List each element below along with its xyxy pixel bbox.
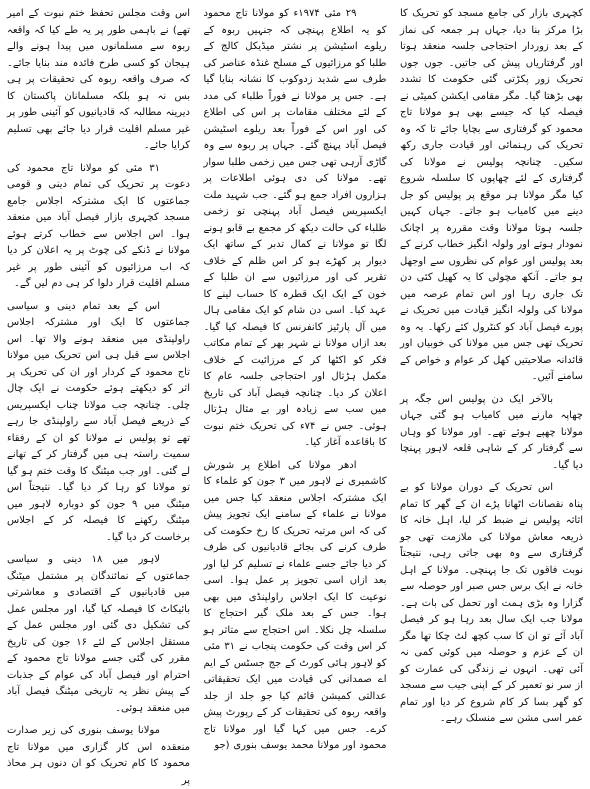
paragraph: ۲۹ مئی ۱۹۷۴ء کو مولانا تاج محمود کو یہ اطلاع پہنچی کہ جنہیں ربوہ کے ریلوے اسٹیشن پر نشتر میڈیکل کالج کے طلبا کو مرزائیوں کے مسلح غنڈہ عناصر کی طرف سے شدید زدوکوب کا نشانہ بنایا گیا ہے۔ جس پر مولانا نے فوراً طلباء کی مدد کے لئے مختلف مقامات پر اس کی اطلاع کی اور اس کے فوراً بعد ریلوے اسٹیشن فیصل آباد پہنچ گئے۔ جہاں پر ربوہ سے وہ گاڑی آرہی تھی جس میں زخمی طلبا سوار تھے۔ مولانا کی دی ہوئی اطلاعات پر ہزاروں افراد جمع ہو گئے۔ جب شہید ملت ایکسپریس فیصل آباد پہنچی تو زخمی طلباء کی حالت دیکھ کر مجمع بے قابو ہونے لگا تو مولانا نے کمال تدبر کے ساتھ ایک دیوار پر کھڑے ہو کر اس ظلم کے خلاف تقریر کی اور مرزائیوں سے ان طلبا کے خون کے ایک ایک قطرہ کا حساب لینے کا عہد کیا۔ اسی دن شام کو ایک مقامی ہال میں آل پارٹیز کانفرنس کا فیصلہ کیا گیا۔ بعد ازاں مولانا نے شہر بھر کے تمام مکاتب فکر کو اکٹھا کر کے مرزائیت کے خلاف مکمل ہڑتال اور احتجاجی جلسہ عام کا اعلان کر دیا۔ چنانچہ فیصل آباد کی تاریخ میں سب سے زیادہ اور بے مثال ہڑتال ہوئی۔ جس نے ۷۴ء کی تحریک ختم نبوت کا باقاعدہ آغاز کیا۔ (203, 8, 387, 448)
text-column-middle (203, 6, 387, 751)
paragraph: ۳۱ مئی کو مولانا تاج محمود کی دعوت پر تحریک کی تمام دینی و قومی جماعتوں کا ایک مشترکہ اجلاس جامع مسجد کچہری بازار فیصل آباد میں منعقد ہوا۔ اس اجلاس سے خطاب کرتے ہوئے مولانا نے ڈنکے کی چوٹ پر یہ اعلان کر دیا کہ اب مرزائیوں کو آئینی طور پر غیر مسلم اقلیت قرار دلوا کر ہی دم لیں گے۔ (7, 162, 190, 289)
paragraph: مولانا یوسف بنوری کی زیر صدارت منعقدہ اس کار گزاری میں مولانا تاج محمود کا کام تحریک کو ان دنوں ہر محاذ پر (7, 725, 190, 786)
paragraph: اس کے بعد تمام دینی و سیاسی جماعتوں کا ایک اور مشترکہ اجلاس راولپنڈی میں منعقد ہونے والا تھا۔ اس اجلاس سے قبل ہی اس تحریک میں مولانا تاج محمود کے کردار اور ان کی تحریک پر اثر کو دیکھتے ہوئے حکومت نے ایک چال چلی۔ چنانچہ جب مولانا چناب ایکسپریس کے ذریعے فیصل آباد سے راولپنڈی جا رہے تھے تو پولیس نے مولانا کو ان کے رفقاء سمیت راستہ ہی میں گرفتار کر کے تھانے لے گئی۔ اور جب میٹنگ کا وقت ختم ہو گیا تو مولانا کو رہا کر دیا گیا۔ نتیجتاً اس میٹنگ میں ۹ جون کو دوبارہ لاہور میں میٹنگ رکھنے کا فیصلہ کر کے اجلاس برخاست کر دیا گیا۔ (7, 300, 190, 543)
paragraph: لاہور میں ۱۸ دینی و سیاسی جماعتوں کے نمائندگان پر مشتمل میٹنگ میں قادیانیوں کے اقتصادی و معاشرتی بائیکاٹ کا فیصلہ کیا گیا، اور مجلس عمل کی تشکیل دی گئی اور مجلس عمل کے مستقل اجلاس کے لئے ۱۶ جون کی تاریخ مقرر کی گئی جسے مولانا تاج محمود کے احترام اور فیصل آباد کی عوام کے جذبات کے پیش نظر یہ تاریخی میٹنگ فیصل آباد میں منعقد ہوئی۔ (7, 554, 190, 714)
paragraph: اس تحریک کے دوران مولانا کو بے پناہ نقصانات اٹھانا پڑے ان کے گھر کا تمام اثاثہ پولیس نے ضبط کر لیا، اہل خانہ کا ذریعہ معاش مولانا کی ملازمت تھی جو گرفتاری سے وہ بھی جاتی رہی، نتیجتاً نوبت فاقوں تک جا پہنچی۔ مولانا کے اہل خانہ نے ایک برس جس صبر اور حوصلہ سے گزارا وہ بڑی ہمت اور تحمل کی بات ہے۔ مولانا جب ایک سال بعد رہا ہو کر فیصل آباد آئے تو ان کا سب کچھ لٹ چکا تھا مگر ان کے عزم و حوصلہ میں کوئی کمی نہ آئی تھی۔ انہوں نے زندگی کی عمارت کو از سر نو تعمیر کر کے اپنی جیب سے مسجد کو گھر بسا کر کام شروع کر دیا اور تمام عمر اسی مشن سے منسلک رہے۔ (400, 482, 583, 724)
text-columns (7, 6, 583, 786)
text-column-right (400, 6, 583, 744)
paragraph: اس وقت مجلس تحفظ ختم نبوت کے امیر تھے) نے باہمی طور پر یہ طے کیا کہ واقعہ ربوہ سے مسلمانوں میں پیدا ہونے والے ہیجان کو کسی طرح فائدہ مند بنایا جائے۔ کہ صرف واقعہ ربوہ کی تحقیقات پر ہی بس نہ ہو بلکہ مسلمانان پاکستان کا دیرینہ مطالبہ کہ قادیانیوں کو آئینی طور پر غیر مسلم اقلیت قرار دیا جائے بھی تسلیم کرایا جائے۔ (7, 8, 190, 151)
paragraph: بالآخر ایک دن پولیس اس جگہ پر چھاپہ مارنے میں کامیاب ہو گئی جہاں مولانا چھپے ہوئے تھے۔ اور مولانا کو وہاں سے گرفتار کر کے شاہی قلعہ لاہور پہنچا دیا گیا۔ (400, 393, 583, 471)
paragraph: ادھر مولانا کی اطلاع پر شورش کاشمیری نے لاہور میں ۳ جون کو علماء کا ایک مشترکہ اجلاس منعقد کیا جس میں مولانا نے علماء کے سامنے ایک تجویز پیش کی کہ اس مرتبہ تحریک کا رخ حکومت کی طرف کرنے کی بجائے قادیانیوں کی طرف کر دیا جائے جسے علماء نے تسلیم کر لیا اور بعد ازاں اسی تجویز پر عمل ہوا۔ اسی نوعیت کا ایک اجلاس راولپنڈی میں بھی ہوا۔ جس کے بعد ملک گیر احتجاج کا سلسلہ چل نکلا۔ اس احتجاج سے متاثر ہو کر اس وقت کی حکومت پنجاب نے ۳۱ مئی کو لاہور ہائی کورٹ کے جج جسٹس کے ایم اے صمدانی کی قیادت میں ایک تحقیقاتی عدالتی کمیشن قائم کیا جو جلد از جلد واقعہ ربوہ کی تحقیقات کر کے رپورٹ پیش کرے۔ جس میں کہا گیا اور مولانا تاج محمود اور مولانا محمد یوسف بنوری (جو (203, 459, 387, 751)
paragraph: کچہری بازار کی جامع مسجد کو تحریک کا بڑا مرکز بنا دیا، جہاں ہر جمعہ کی نماز کے بعد زوردار احتجاجی جلسہ منعقد ہوتا اور گرفتاریاں پیش کی جاتیں۔ جوں جوں تحریک زور پکڑتی گئی حکومت کا تشدد بھی بڑھتا گیا۔ مگر مقامی ایکشن کمیٹی نے فیصلہ کیا کہ جیسے بھی ہو مولانا تاج محمود کو گرفتاری سے بچایا جائے تا کہ وہ تحریک کی رہنمائی اور قیادت جاری رکھ سکیں۔ چنانچہ پولیس نے مولانا کی گرفتاری کے لئے چھاپوں کا سلسلہ شروع کیا مگر مولانا ہر موقع پر پولیس کو جل دینے میں کامیاب ہو جاتے۔ جہاں کہیں جلسہ ہوتا مولانا وقت مقررہ پر اچانک نمودار ہوتے اور ولولہ انگیز خطاب کرنے کے بعد پولیس اور عوام کی نظروں سے اوجھل ہو جاتے۔ آنکھ مچولی کا یہ کھیل کئی دن تک جاری رہا اور اس تمام عرصہ میں مولانا کی ولولہ انگیز قیادت میں تحریک نے پورے فیصل آباد کو کنٹرول کئے رکھا۔ یہ وہ تحریک تھی جس میں مولانا کی خوبیاں اور قائدانہ صلاحیتیں کھل کر عوام و خواص کے سامنے آئیں۔ (400, 8, 583, 382)
text-column-left (7, 6, 190, 786)
